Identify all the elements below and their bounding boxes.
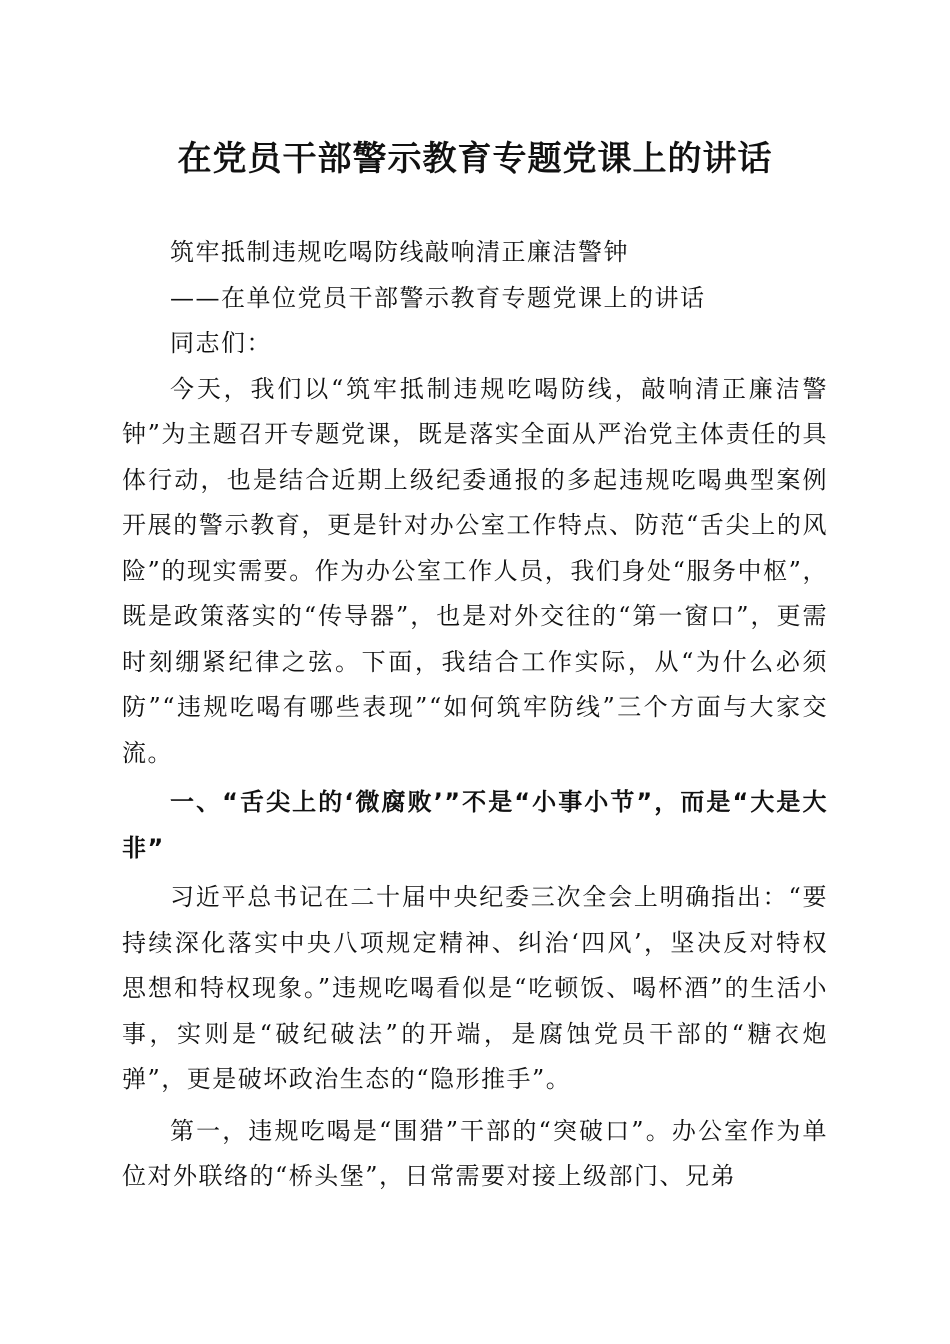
- section-1-paragraph: 习近平总书记在二十届中央纪委三次全会上明确指出：“要持续深化落实中央八项规定精神、纠治‘四风’，坚决反对特权思想和特权现象。”违规吃喝看似是“吃顿饭、喝杯酒”的生活小事，实则是“破纪破法”的开端，是腐蚀党员干部的“糖衣炮弹”，更是破坏政治生态的“隐形推手”。: [122, 883, 828, 1093]
- intro-paragraph: 今天，我们以“筑牢抵制违规吃喝防线，敲响清正廉洁警钟”为主题召开专题党课，既是落实全面从严治党主体责任的具体行动，也是结合近期上级纪委通报的多起违规吃喝典型案例开展的警示教育，更是针对办公室工作特点、防范“舌尖上的风险”的现实需要。作为办公室工作人员，我们身处“服务中枢”，既是政策落实的“传导器”，也是对外交往的“第一窗口”，更需时刻绷紧纪律之弦。下面，我结合工作实际，从“为什么必须防”“违规吃喝有哪些表现”“如何筑牢防线”三个方面与大家交流。: [122, 374, 828, 767]
- subtitle-sub-line: ——在单位党员干部警示教育专题党课上的讲话: [170, 283, 706, 312]
- section-heading-1: 一、“舌尖上的‘微腐败’”不是“小事小节”，而是“大是大非”: [122, 788, 828, 862]
- subtitle-line: 筑牢抵制违规吃喝防线敲响清正廉洁警钟: [170, 238, 629, 266]
- document-body: [122, 230, 828, 1200]
- document-title: 在党员干部警示教育专题党课上的讲话: [177, 139, 773, 179]
- point-1-paragraph: 第一，违规吃喝是“围猎”干部的“突破口”。办公室作为单位对外联络的“桥头堡”，日常需要对接上级部门、兄弟: [122, 1116, 828, 1190]
- salutation: 同志们：: [170, 329, 272, 357]
